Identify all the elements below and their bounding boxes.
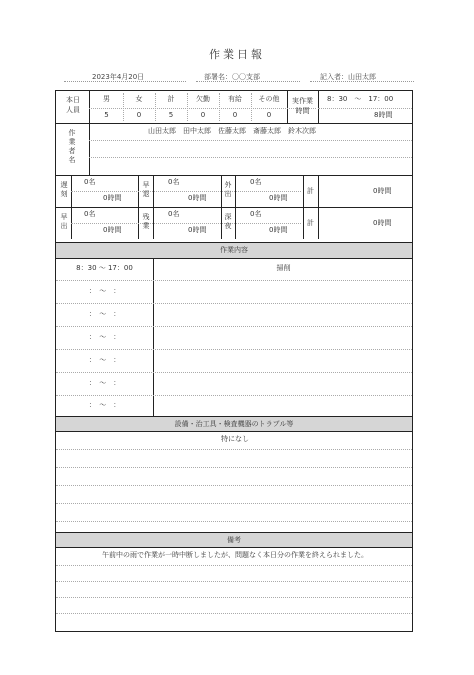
overtime-count: 0名 [168, 210, 180, 218]
row1-total-hours: 0時間 [373, 187, 392, 195]
overtime-hours: 0時間 [188, 226, 207, 234]
col-other: その他 [258, 95, 280, 103]
night-label: 深 夜 [224, 213, 232, 230]
value-male: 5 [104, 111, 109, 119]
attendance-label-2: 人員 [66, 106, 80, 114]
col-female: 女 [135, 95, 143, 103]
night-hours: 0時間 [269, 226, 288, 234]
equipment-header: 設備・治工具・検査機器のトラブル等 [56, 416, 412, 432]
work-time-range: 8：30 〜 17：00 [327, 95, 394, 103]
work-row-1-time: 8：30 〜 17：00 [76, 264, 133, 272]
col-total: 計 [167, 95, 175, 103]
early-leave-hours: 0時間 [188, 194, 207, 202]
row2-total-hours: 0時間 [373, 219, 392, 227]
attendance-label-1: 本日 [66, 96, 80, 104]
value-other: 0 [266, 111, 272, 119]
early-leave-count: 0名 [168, 178, 180, 186]
late-label: 遅 刻 [60, 181, 68, 198]
row1-total-label: 計 [307, 187, 314, 195]
value-absent: 0 [200, 111, 206, 119]
late-count: 0名 [84, 178, 96, 186]
early-arrival-count: 0名 [84, 210, 96, 218]
work-row-5-time: ： 〜 ： [88, 356, 121, 364]
work-row-2-time: ： 〜 ： [88, 287, 121, 295]
workers-label: 作 業 者 名 [68, 129, 76, 164]
outing-hours: 0時間 [269, 194, 288, 202]
col-absent: 欠勤 [196, 95, 210, 103]
outing-count: 0名 [250, 178, 262, 186]
work-row-3-time: ： 〜 ： [88, 310, 121, 318]
worker-names: 山田太郎 田中太郎 佐藤太郎 斎藤太郎 鈴木次郎 [148, 127, 316, 135]
page-title: 作業日報 [209, 48, 265, 61]
night-count: 0名 [250, 210, 262, 218]
work-row-1-content: 掃削 [276, 264, 291, 272]
remarks-text: 午前中の雨で作業が一時中断しましたが、問題なく本日分の作業を終えられました。 [102, 551, 368, 559]
work-row-6-time: ： 〜 ： [88, 379, 121, 387]
col-male: 男 [103, 95, 110, 103]
work-row-7-time: ： 〜 ： [88, 401, 121, 409]
remarks-header: 備考 [56, 532, 412, 548]
late-hours: 0時間 [103, 194, 122, 202]
work-time-label-2: 時間 [295, 107, 310, 115]
work-hours: 8時間 [374, 111, 393, 119]
col-paid-leave: 有給 [228, 95, 242, 103]
early-arrival-hours: 0時間 [103, 226, 122, 234]
work-content-header: 作業内容 [56, 242, 412, 259]
value-female: 0 [136, 111, 142, 119]
value-paid-leave: 0 [232, 111, 238, 119]
outing-label: 外 出 [224, 181, 232, 198]
early-leave-label: 早 退 [142, 181, 150, 198]
value-total: 5 [168, 111, 174, 119]
work-time-label-1: 実作業 [292, 97, 313, 105]
equipment-text: 特になし [221, 435, 249, 443]
overtime-label: 残 業 [142, 213, 150, 230]
work-row-4-time: ： 〜 ： [88, 333, 121, 341]
early-arrival-label: 早 出 [60, 213, 68, 230]
daily-report-form [55, 90, 413, 632]
row2-total-label: 計 [307, 219, 314, 227]
